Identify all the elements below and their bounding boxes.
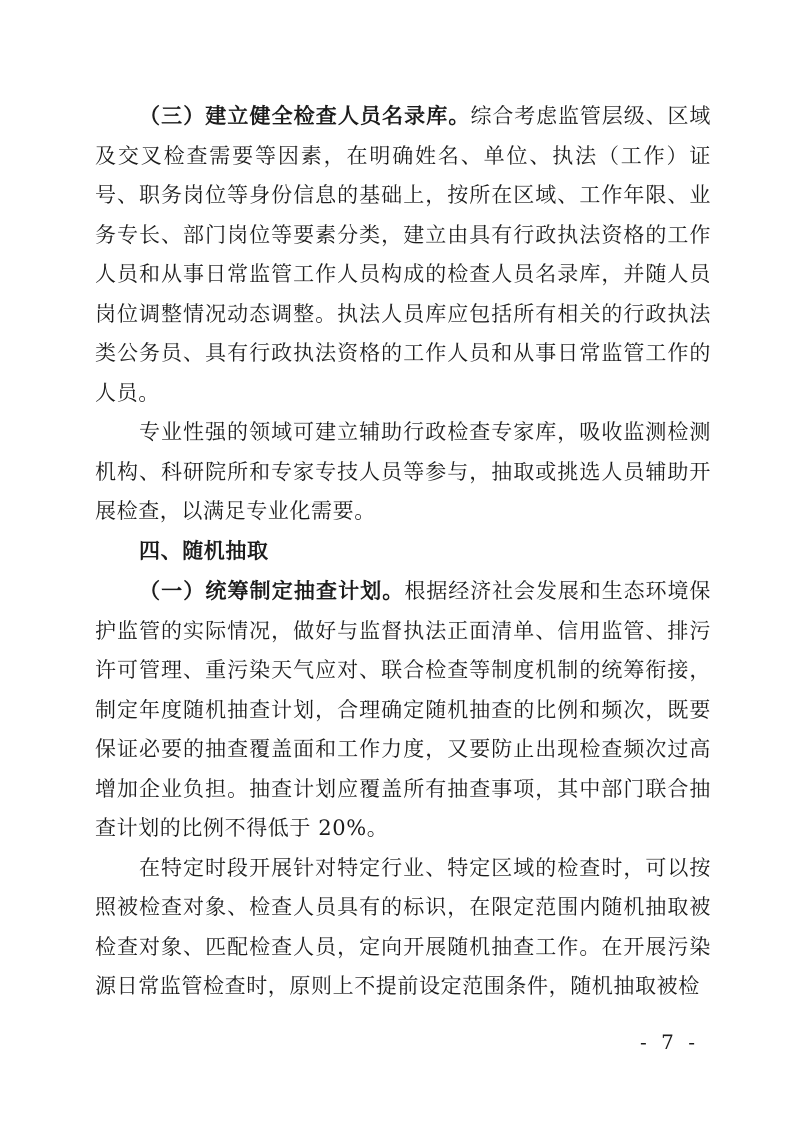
- document-body: [95, 96, 711, 1007]
- paragraph-inspection-plan: [95, 571, 711, 849]
- page-number: - 7 -: [640, 1030, 699, 1054]
- paragraph-lead-bold: （一）统筹制定抽查计划。: [139, 578, 405, 603]
- section-heading: 四、随机抽取: [139, 538, 269, 563]
- paragraph-text: 根据经济社会发展和生态环境保护监管的实际情况，做好与监督执法正面清单、信用监管、排污许可管理、重污染天气应对、联合检查等制度机制的统筹衔接，制定年度随机抽查计划，合理确定随机抽查的比例和频次，既要保证必要的抽查覆盖面和工作力度，又要防止出现检查频次过高增加企业负担。抽查计划应覆盖所有抽查事项，其中部门联合抽查计划的比例不得低于 20%。: [95, 579, 711, 840]
- paragraph-personnel-directory: [95, 96, 711, 413]
- paragraph-targeted-inspection: 在特定时段开展针对特定行业、特定区域的检查时，可以按照被检查对象、检查人员具有的标识，在限定范围内随机抽取被检查对象、匹配检查人员，定向开展随机抽查工作。在开展污染源日常监管检查时，原则上不提前设定范围条件，随机抽取被检: [95, 855, 711, 998]
- paragraph-lead-bold: （三）建立健全检查人员名录库。: [139, 103, 471, 128]
- paragraph-text: 综合考虑监管层级、区域及交叉检查需要等因素，在明确姓名、单位、执法（工作）证号、职务岗位等身份信息的基础上，按所在区域、工作年限、业务专长、部门岗位等要素分类，建立由具有行政执法资格的工作人员和从事日常监管工作人员构成的检查人员名录库，并随人员岗位调整情况动态调整。执法人员库应包括所有相关的行政执法类公务员、具有行政执法资格的工作人员和从事日常监管工作的人员。: [95, 104, 711, 405]
- paragraph-expert-pool: 专业性强的领域可建立辅助行政检查专家库，吸收监测检测机构、科研院所和专家专技人员等参与，抽取或挑选人员辅助开展检查，以满足专业化需要。: [95, 420, 711, 523]
